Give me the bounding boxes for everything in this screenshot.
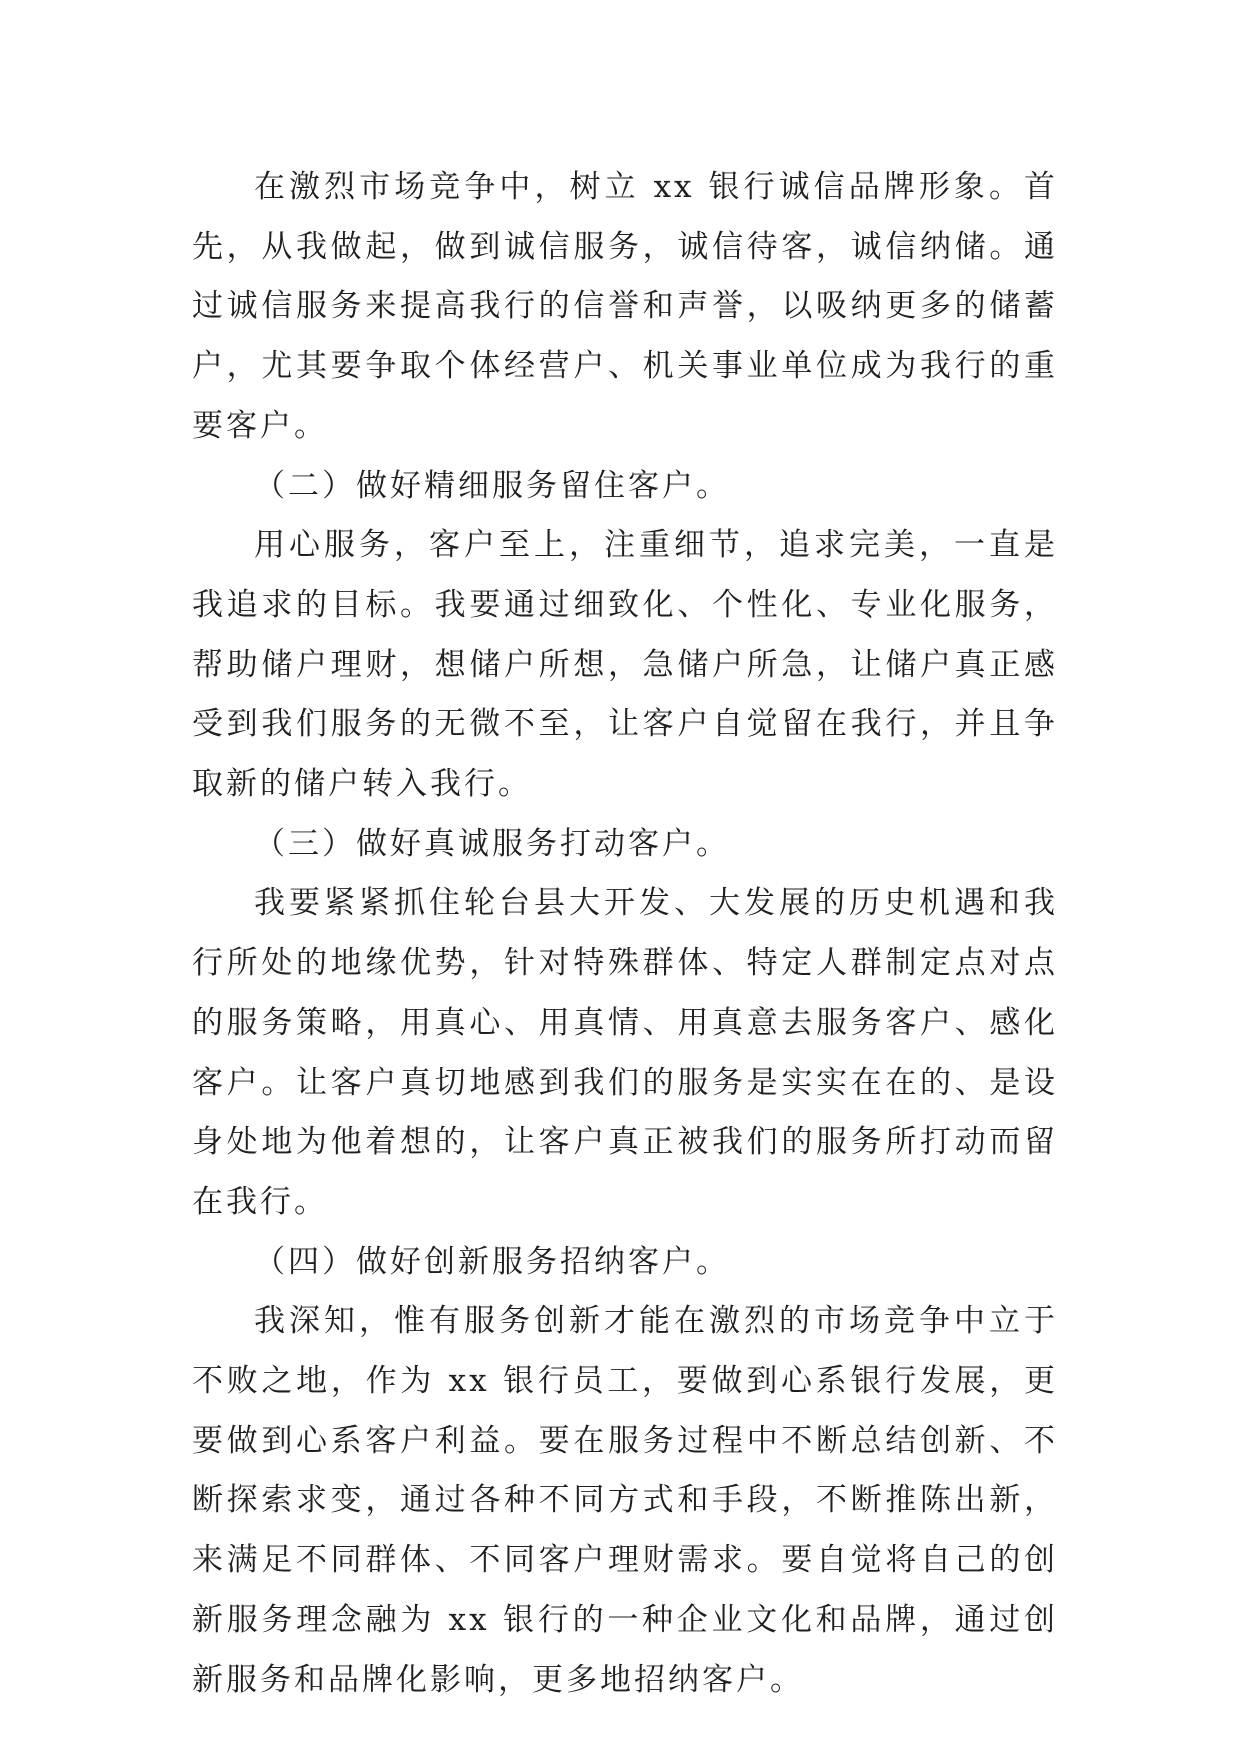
document-body [192,158,1058,1710]
paragraph-move-customers: 我要紧紧抓住轮台县大开发、大发展的历史机遇和我行所处的地缘优势，针对特殊群体、特定人群制定点对点的服务策略，用真心、用真情、用真意去服务客户、感化客户。让客户真切地感到我们的服务是实实在在的、是设身处地为他着想的，让客户真正被我们的服务所打动而留在我行。 [192,885,1058,1220]
section-heading-2: （二）做好精细服务留住客户。 [254,467,730,504]
section-heading-3: （三）做好真诚服务打动客户。 [254,825,730,862]
paragraph-attract-customers: 我深知，惟有服务创新才能在激烈的市场竞争中立于不败之地，作为 xx 银行员工，要做到心系银行发展，更要做到心系客户利益。要在服务过程中不断总结创新、不断探索求变，通过各种不同方式和手段，不断推陈出新，来满足不同群体、不同客户理财需求。要自觉将自己的创新服务理念融为 xx 银行的一种企业文化和品牌，通过创新服务和品牌化影响，更多地招纳客户。 [192,1303,1058,1698]
paragraph-retain-customers: 用心服务，客户至上，注重细节，追求完美，一直是我追求的目标。我要通过细致化、个性化、专业化服务，帮助储户理财，想储户所想，急储户所急，让储户真正感受到我们服务的无微不至，让客户自觉留在我行，并且争取新的储户转入我行。 [192,527,1058,803]
paragraph-brand-image: 在激烈市场竞争中，树立 xx 银行诚信品牌形象。首先，从我做起，做到诚信服务，诚信待客，诚信纳储。通过诚信服务来提高我行的信誉和声誉，以吸纳更多的储蓄户，尤其要争取个体经营户、机关事业单位成为我行的重要客户。 [192,169,1058,444]
section-heading-4: （四）做好创新服务招纳客户。 [254,1243,730,1280]
